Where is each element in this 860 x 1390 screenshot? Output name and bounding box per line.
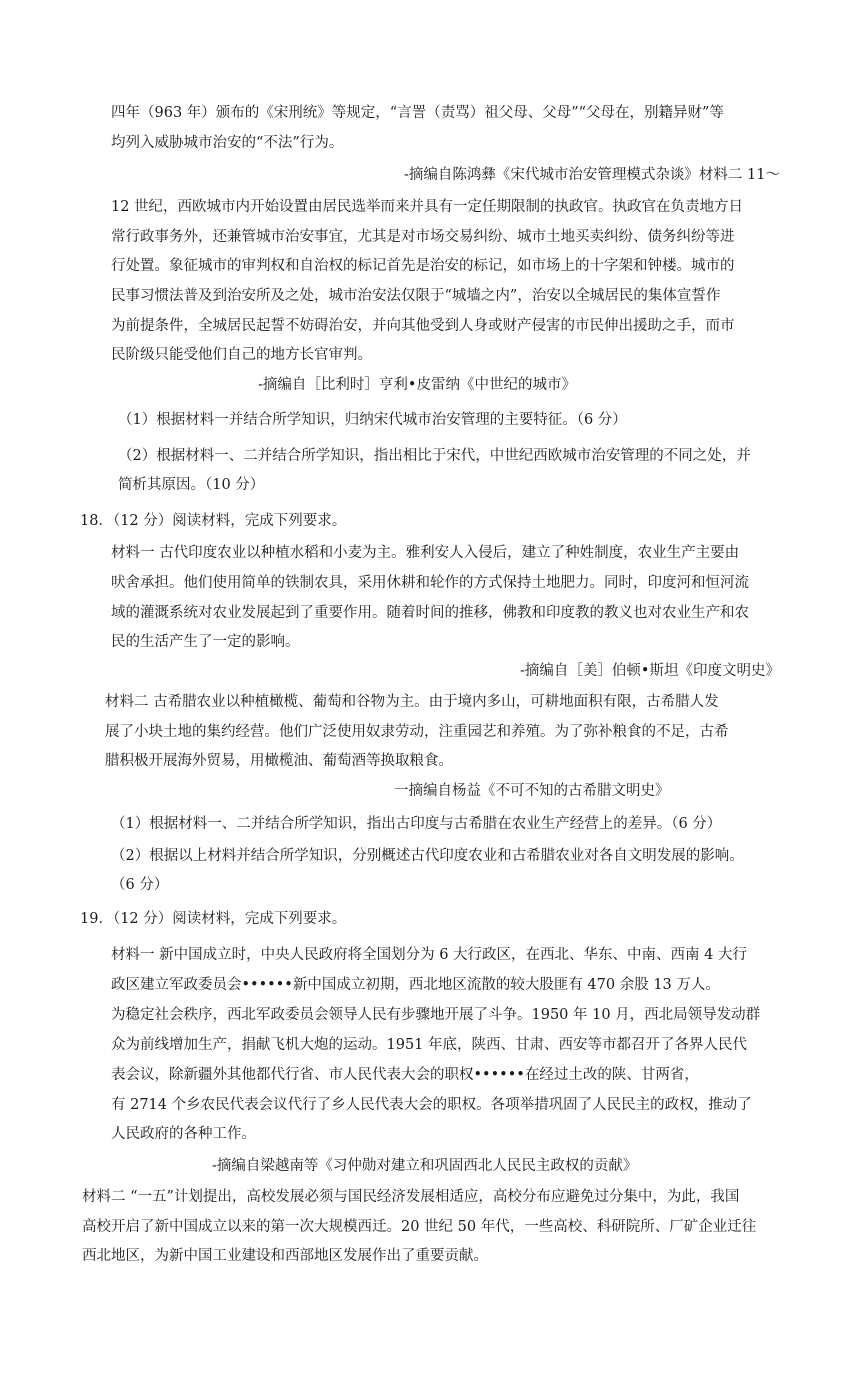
text-line: 民阶级只能受他们自己的地方长官审判。 bbox=[111, 347, 372, 363]
text-line: 四年（963 年）颁布的《宋刑统》等规定，“言詈（责骂）祖父母、父母”“父母在，别籍异财”等 bbox=[111, 105, 724, 121]
text-line: 均列入威胁城市治安的“不法”行为。 bbox=[111, 135, 344, 151]
source-citation: -摘编自梁越南等《习仲勋对建立和巩固西北人民民主政权的贡献》 bbox=[212, 1158, 638, 1174]
text-line: 域的灌溉系统对农业发展起到了重要作用。随着时间的推移，佛教和印度教的教义也对农业生产和农 bbox=[111, 605, 749, 621]
source-citation: -摘编自［美］伯顿•斯坦《印度文明史》 bbox=[520, 663, 780, 679]
source-citation: 一摘编自杨益《不可不知的古希腊文明史》 bbox=[394, 783, 670, 799]
text-line: 材料二 “一五”计划提出，高校发展必须与国民经济发展相适应，高校分布应避免过分集中，为此，我国 bbox=[82, 1189, 740, 1205]
source-citation: -摘编自［比利时］亨利•皮雷纳《中世纪的城市》 bbox=[258, 377, 576, 393]
text-line: 吠舍承担。他们使用简单的铁制农具，采用休耕和轮作的方式保持土地肥力。同时，印度河和恒河流 bbox=[111, 575, 749, 591]
text-line: 常行政事务外，还兼管城市治安事宜，尤其是对市场交易纠纷、城市土地买卖纠纷、债务纠纷等进 bbox=[111, 229, 735, 245]
text-line: 材料一 新中国成立时，中央人民政府将全国划分为 6 大行政区，在西北、华东、中南、西南 4 大行 bbox=[111, 947, 747, 963]
text-line: 表会议，除新疆外其他都代行省、市人民代表大会的职权••••••在经过土改的陕、甘两省， bbox=[111, 1067, 699, 1083]
question-heading: 19．（12 分）阅读材料，完成下列要求。 bbox=[80, 911, 347, 927]
text-line: 西北地区，为新中国工业建设和西部地区发展作出了重要贡献。 bbox=[82, 1248, 488, 1264]
text-line: 有 2714 个乡农民代表会议代行了乡人民代表大会的职权。各项举措巩固了人民民主的政权，推动了 bbox=[111, 1097, 752, 1113]
text-line: 腊积极开展海外贸易，用橄榄油、葡萄酒等换取粮食。 bbox=[105, 753, 453, 769]
text-line: 高校开启了新中国成立以来的第一次大规模西迁。20 世纪 50 年代，一些高校、科研院所、厂矿企业迁往 bbox=[82, 1219, 757, 1235]
text-line: 为稳定社会秩序，西北军政委员会领导人民有步骤地开展了斗争。1950 年 10 月，西北局领导发动群 bbox=[111, 1007, 761, 1023]
text-line: 政区建立军政委员会••••••新中国成立初期，西北地区流散的较大股匪有 470 余股 13 万人。 bbox=[111, 977, 720, 993]
question-item: （2）根据材料一、二并结合所学知识，指出相比于宋代，中世纪西欧城市治安管理的不同之处，并 bbox=[118, 448, 751, 464]
question-item: （1）根据材料一并结合所学知识，归纳宋代城市治安管理的主要特征。（6 分） bbox=[118, 412, 627, 428]
text-line: 民的生活产生了一定的影响。 bbox=[111, 634, 300, 650]
source-citation: -摘编自陈鸿彝《宋代城市治安管理模式杂谈》材料二 11～ bbox=[404, 167, 780, 183]
text-line: 人民政府的各种工作。 bbox=[111, 1126, 256, 1142]
text-line: 行处置。象征城市的审判权和自治权的标记首先是治安的标记，如市场上的十字架和钟楼。城市的 bbox=[111, 258, 735, 274]
text-line: 民事习惯法普及到治安所及之处，城市治安法仅限于“城墙之内”，治安以全城居民的集体宣誓作 bbox=[111, 288, 721, 304]
question-item: 简析其原因。（10 分） bbox=[118, 477, 265, 493]
text-line: 展了小块土地的集约经营。他们广泛使用奴隶劳动，注重园艺和养殖。为了弥补粮食的不足，古希 bbox=[105, 724, 729, 740]
text-line: 众为前线增加生产，捐献飞机大炮的运动。1951 年底，陕西、甘肃、西安等市都召开了各界人民代 bbox=[111, 1037, 748, 1053]
question-heading: 18．（12 分）阅读材料，完成下列要求。 bbox=[80, 513, 347, 529]
text-line: 材料二 古希腊农业以种植橄榄、葡萄和谷物为主。由于境内多山，可耕地面积有限，古希腊人发 bbox=[105, 694, 719, 710]
text-line: 12 世纪，西欧城市内开始设置由居民选举而来并具有一定任期限制的执政官。执政官在负责地方日 bbox=[111, 199, 744, 215]
text-line: 为前提条件，全城居民起誓不妨碍治安，并向其他受到人身或财产侵害的市民伸出援助之手，而市 bbox=[111, 318, 735, 334]
question-item: （2）根据以上材料并结合所学知识，分别概述古代印度农业和古希腊农业对各自文明发展的影响。 bbox=[111, 848, 744, 864]
question-item: （1）根据材料一、二并结合所学知识，指出古印度与古希腊在农业生产经营上的差异。（6 分） bbox=[111, 816, 722, 832]
text-line: 材料一 古代印度农业以种植水稻和小麦为主。雅利安人入侵后，建立了种姓制度，农业生产主要由 bbox=[111, 545, 740, 561]
question-item: （6 分） bbox=[111, 877, 169, 893]
